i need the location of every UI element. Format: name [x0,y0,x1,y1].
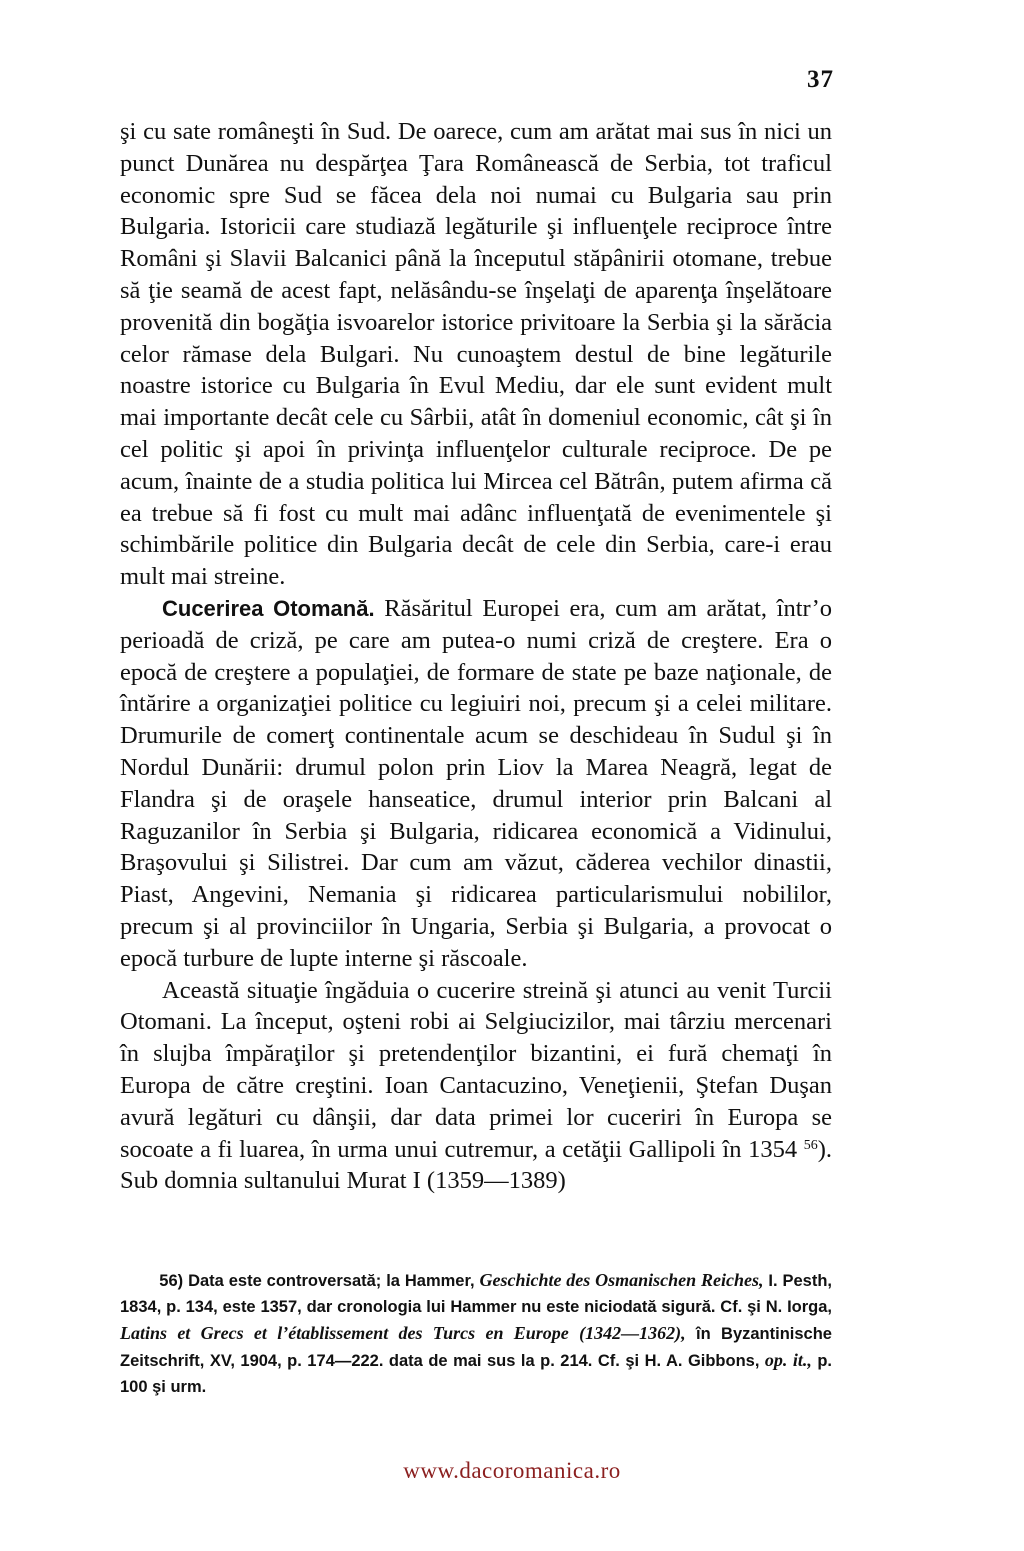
footnote-part-3: în Byzantinische Zeitschrift, XV, 1904, p. 174—222. data de mai sus la p. 214. Cf. şi H. A. Gibbons, [120,1325,832,1370]
body-text [120,116,832,1197]
section-title: Cucerirea Otomană. [162,595,375,621]
paragraph-3-text: Această situaţie îngăduia o cucerire streină şi atunci au venit Turcii Otomani. La început, oşteni robi ai Selgiucizilor, mai târziu mercenari în slujba împăraţilor şi pretendenţilor bizantini, ei fură chemaţi în Europa de către creştini. Ioan Cantacuzino, Veneţienii, Ştefan Duşan avură legături cu dânşii, dar data primei lor cuceriri în Europa se socoate a fi luarea, în urma unui cutremur, a cetăţii Gallipoli în 1354 [120,976,832,1163]
footnote-part-1: Data este controversată; la Hammer, [188,1272,475,1290]
footnote-56 [120,1267,832,1400]
footnote-number: 56) [159,1272,184,1290]
footnote-part-4: p. 100 şi urm. [120,1352,832,1396]
page-number: 37 [807,66,834,93]
paragraph-1: şi cu sate româneşti în Sud. De oarece, cum am arătat mai sus în nici un punct Dunărea nu despărţea Ţara Românească de Serbia, tot traficul economic spre Sud se făcea dela noi numai cu Bulgaria sau prin Bulgaria. Istoricii care studiază legăturile şi influenţele reciproce între Români şi Slavii Balcanici până la începutul stăpânirii otomane, trebue să ţie seamă de acest fapt, nelăsându-se înşelaţi de aparenţa înşelătoare provenită din bogăţia isvoarelor istorice privitoare la Serbia şi la sărăcia celor rămase dela Bulgari. Nu cunoaştem destul de bine legăturile noastre istorice cu Bulgaria în Evul Mediu, dar ele sunt evident mult mai importante decât cele cu Sârbii, atât în domeniul economic, cât şi în cel politic şi apoi în privinţa influenţelor culturale reciproce. De pe acum, înainte de a studia politica lui Mircea cel Bătrân, putem afirma că ea trebue să fi fost cu mult mai adânc influenţată de evenimentele şi schimbările politice din Bulgaria decât de cele din Serbia, care-i erau mult mai streine. [120,118,832,591]
paragraph-3-text-after: ). Sub domnia sultanului Murat I (1359—1389) [120,1135,832,1195]
footnote-reference[interactable]: 56 [803,1137,818,1153]
footnote-title-3: op. it., [764,1350,812,1370]
footnote-title-1: Geschichte des Osmanischen Reiches, [479,1270,764,1290]
section-text: Răsăritul Europei era, cum am arătat, într’o perioadă de criză, pe care am putea-o numi criză de creştere. Era o epocă de creştere a populaţiei, de formare de state pe baze naţionale, de întărire a organizaţiei politice cu legiuiri noi, precum şi a celei militare. Drumurile de comerţ continentale acum se deschideau în Sudul şi în Nordul Dunării: drumul polon prin Liov la Marea Neagră, legat de Flandra şi de oraşele hanseatice, drumul interior prin Balcani al Raguzanilor în Serbia şi Bulgaria, ridicarea economică a Vidinului, Braşovului şi Silistrei. Dar cum am văzut, căderea vechilor dinastii, Piast, Angevini, Nemania şi ridicarea particularismului nobililor, precum şi al provinciilor în Ungaria, Serbia şi Bulgaria, a provocat o epocă turbure de lupte interne şi răscoale. [120,594,833,972]
footnote-title-2: Latins et Grecs et l’établissement des Turcs en Europe (1342—1362), [120,1323,686,1343]
footnote-part-2: I. Pesth, 1834, p. 134, este 1357, dar cronologia lui Hammer nu este niciodată sigură. Cf. şi N. Iorga, [120,1272,832,1316]
paragraph-2 [120,593,832,975]
paragraph-3 [120,975,832,1198]
watermark-link[interactable]: www.dacoromanica.ro [403,1458,621,1483]
